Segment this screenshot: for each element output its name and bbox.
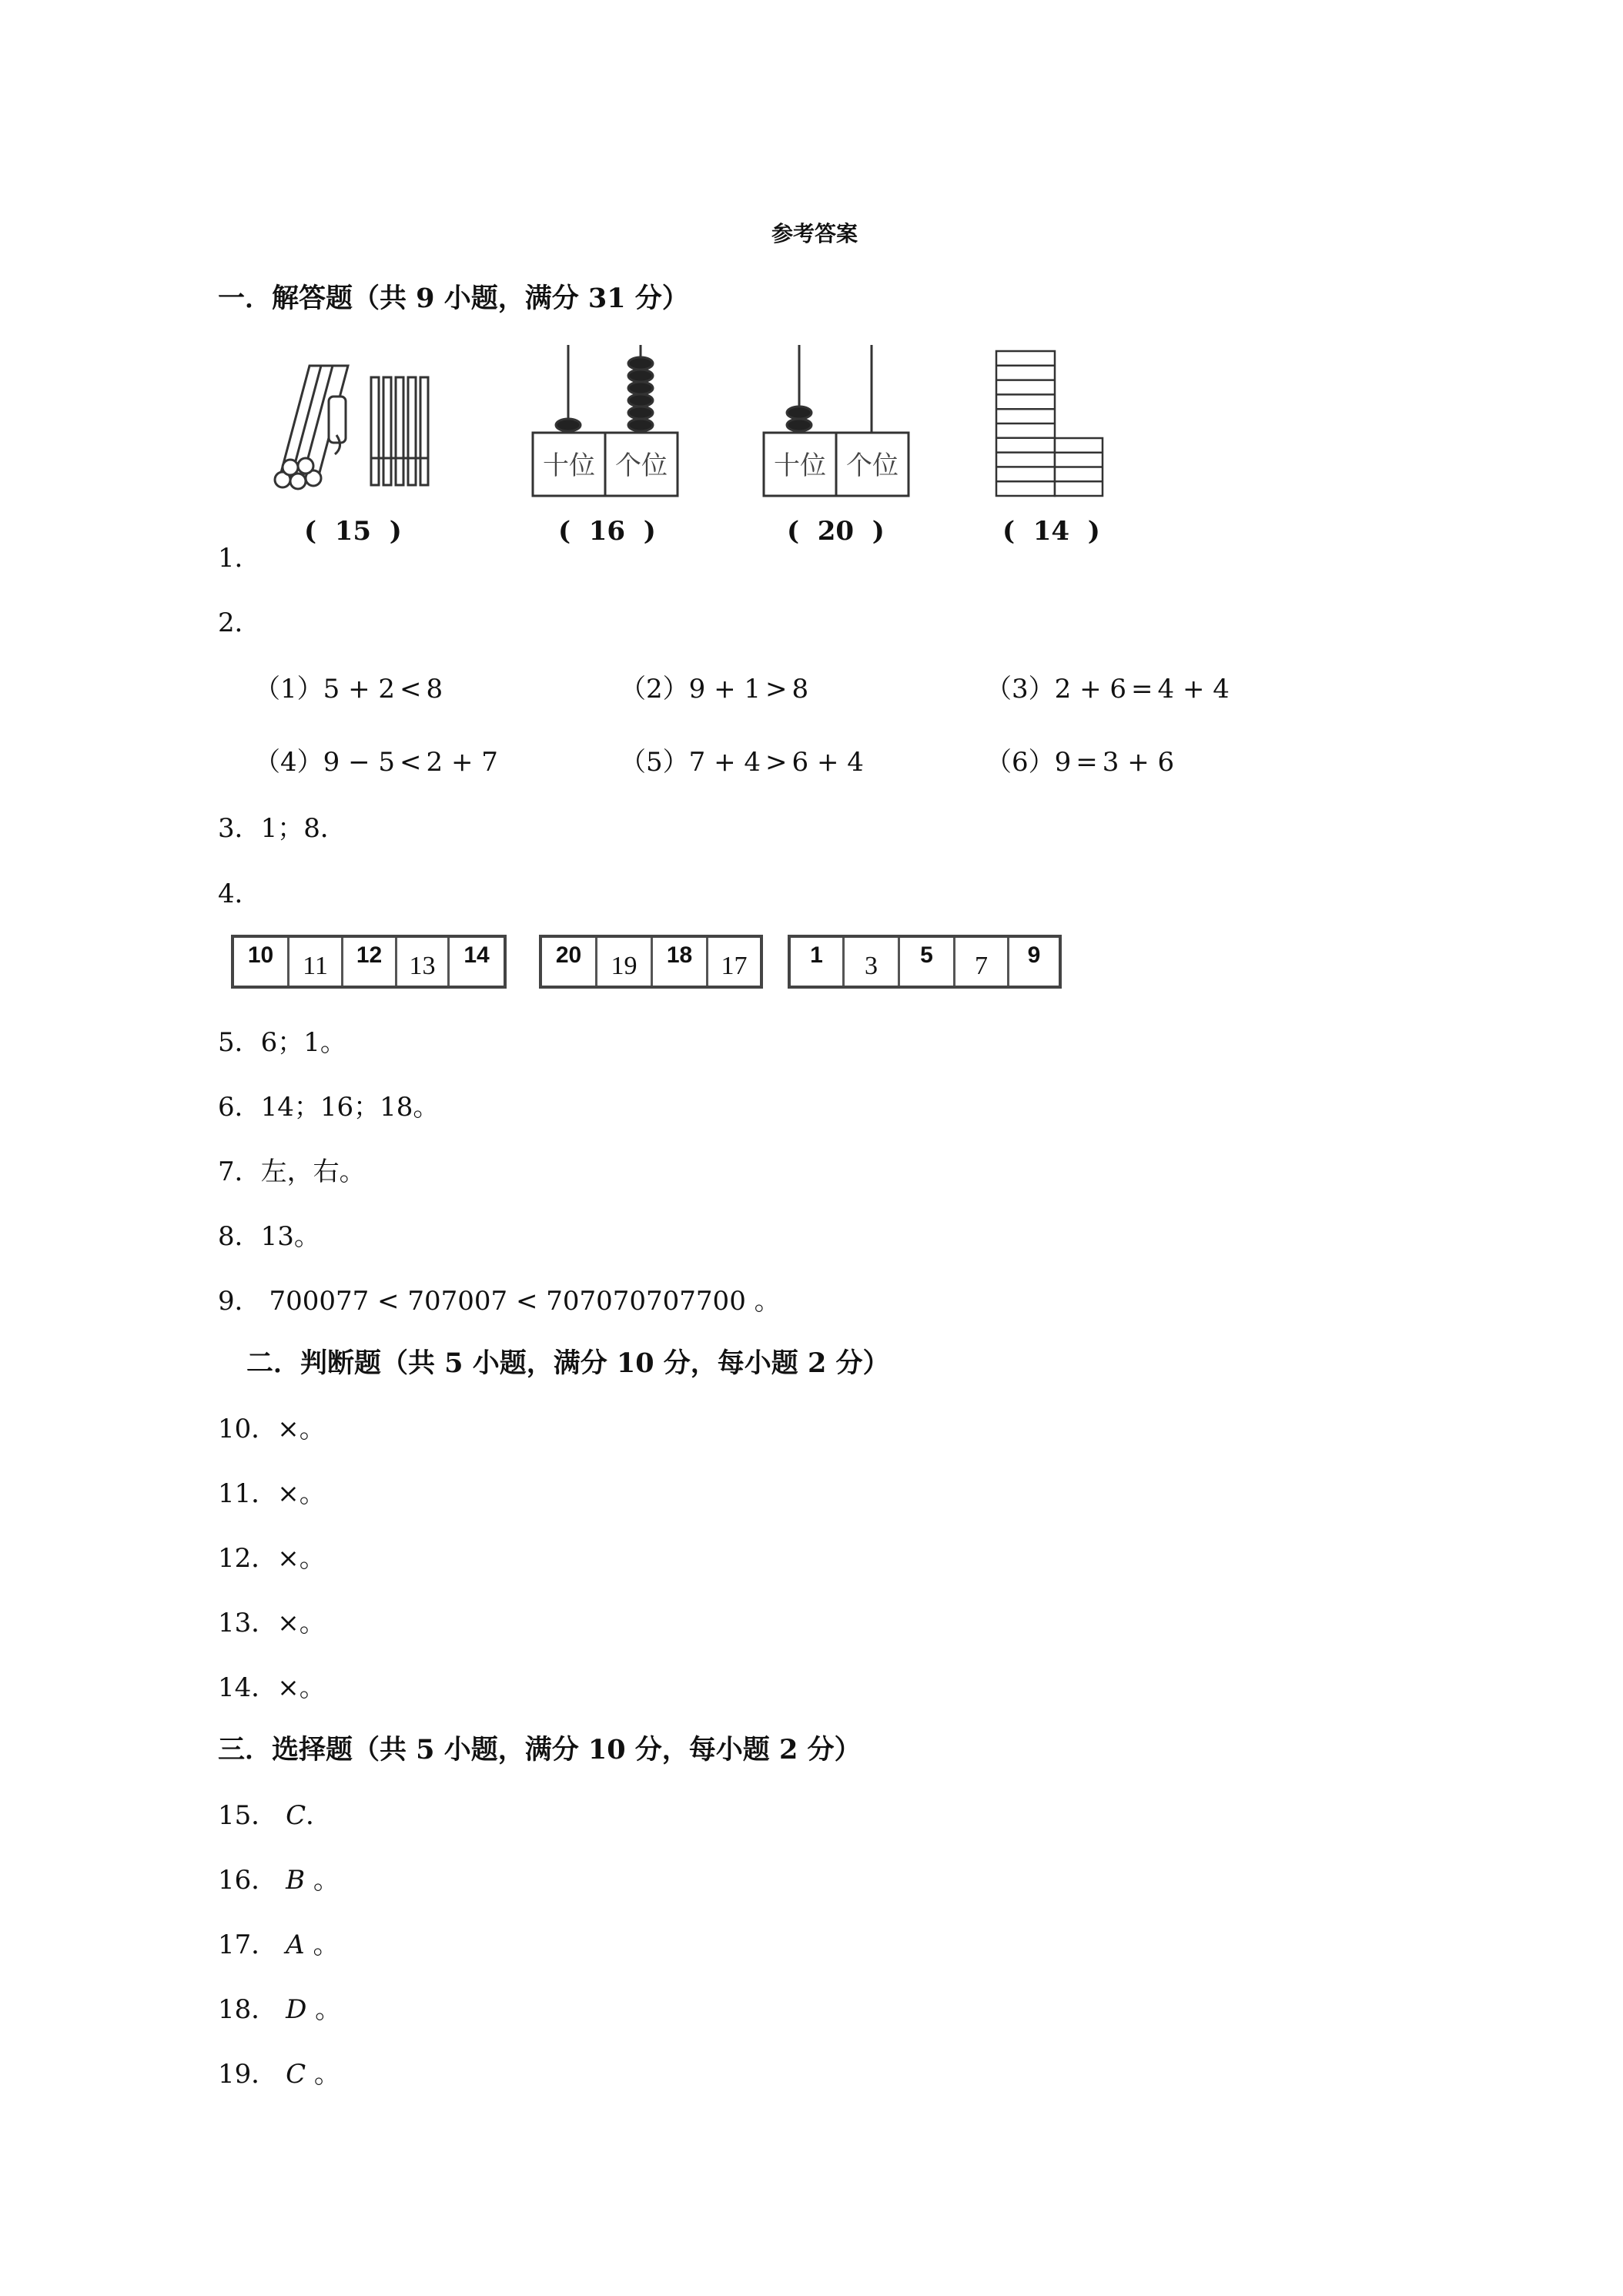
q5: 5．6；1。 — [218, 1027, 346, 1058]
stick-bundle-figure — [263, 343, 440, 497]
judge-11: 11．×。 — [218, 1478, 326, 1509]
strip-cell: 10 — [234, 938, 289, 986]
q2-number: 2． — [218, 607, 261, 638]
abacus-label-tens: 十位 — [774, 450, 826, 481]
q2-item-3: （3）2 + 6 = 4 + 4 — [986, 674, 1230, 705]
abacus-label-ones: 个位 — [615, 450, 668, 481]
q3: 3．1；8． — [218, 813, 346, 844]
q1-figures — [254, 339, 1139, 508]
q2-item-4: （4）9 − 5 < 2 + 7 — [254, 747, 498, 778]
abacus-figure-20 — [762, 339, 916, 500]
q6: 6．14；16；18。 — [218, 1092, 440, 1123]
strip-cell: 14 — [463, 942, 490, 968]
abacus-figure-16 — [531, 339, 685, 500]
page-title: 参考答案 — [771, 221, 858, 246]
strip-cell: 11 — [289, 938, 343, 986]
choice-18: 18． D 。 — [218, 1994, 342, 2025]
counting-blocks-figure — [993, 348, 1124, 502]
strip-cell: 9 — [1027, 942, 1041, 968]
choice-19: 19． C 。 — [218, 2059, 340, 2090]
number-strip-3 — [788, 935, 1062, 989]
strip-cell: 19 — [597, 938, 653, 986]
q1-answer-2: ( 16 ) — [558, 516, 656, 547]
q2-item-6: （6）9 = 3 + 6 — [986, 747, 1175, 778]
q2-item-1: （1）5 + 2 < 8 — [254, 674, 443, 705]
abacus-label-tens: 十位 — [543, 450, 595, 481]
judge-10: 10．×。 — [218, 1414, 326, 1444]
strip-cell: 7 — [955, 938, 1009, 986]
strip-cell: 17 — [721, 952, 748, 980]
strip-cell: 18 — [653, 938, 708, 986]
q7: 7．左，右。 — [218, 1156, 366, 1187]
choice-16: 16． B 。 — [218, 1865, 340, 1896]
q1-answer-3: ( 20 ) — [787, 516, 885, 547]
strip-cell: 5 — [900, 938, 955, 986]
abacus-label-ones: 个位 — [846, 450, 899, 481]
q1-number: 1． — [218, 543, 261, 574]
strip-cell: 13 — [397, 938, 450, 986]
choice-17: 17． A 。 — [218, 1930, 340, 1960]
section-heading-1: 一．解答题（共 9 小题，满分 31 分） — [218, 283, 689, 314]
section-heading-3: 三．选择题（共 5 小题，满分 10 分，每小题 2 分） — [218, 1734, 862, 1766]
strip-cell: 1 — [791, 938, 845, 986]
judge-12: 12．×。 — [218, 1543, 326, 1574]
number-strip-1 — [231, 935, 507, 989]
strip-cell: 12 — [343, 938, 397, 986]
strip-cell: 20 — [542, 938, 597, 986]
judge-13: 13．×。 — [218, 1608, 326, 1638]
q8: 8．13。 — [218, 1221, 320, 1252]
q2-item-2: （2）9 + 1 > 8 — [620, 674, 809, 705]
judge-14: 14．×。 — [218, 1672, 326, 1703]
q9: 9． 700077 < 707007 < 707070707700 。 — [218, 1286, 781, 1317]
section-heading-2: 二．判断题（共 5 小题，满分 10 分，每小题 2 分） — [246, 1347, 890, 1379]
q2-item-5: （5）7 + 4 > 6 + 4 — [620, 747, 864, 778]
choice-15: 15． C． — [218, 1800, 333, 1831]
strip-cell: 3 — [845, 938, 900, 986]
q4-number: 4． — [218, 879, 261, 909]
number-strip-2 — [539, 935, 763, 989]
q1-answer-1: ( 15 ) — [304, 516, 402, 547]
q1-answer-4: ( 14 ) — [1002, 516, 1100, 547]
